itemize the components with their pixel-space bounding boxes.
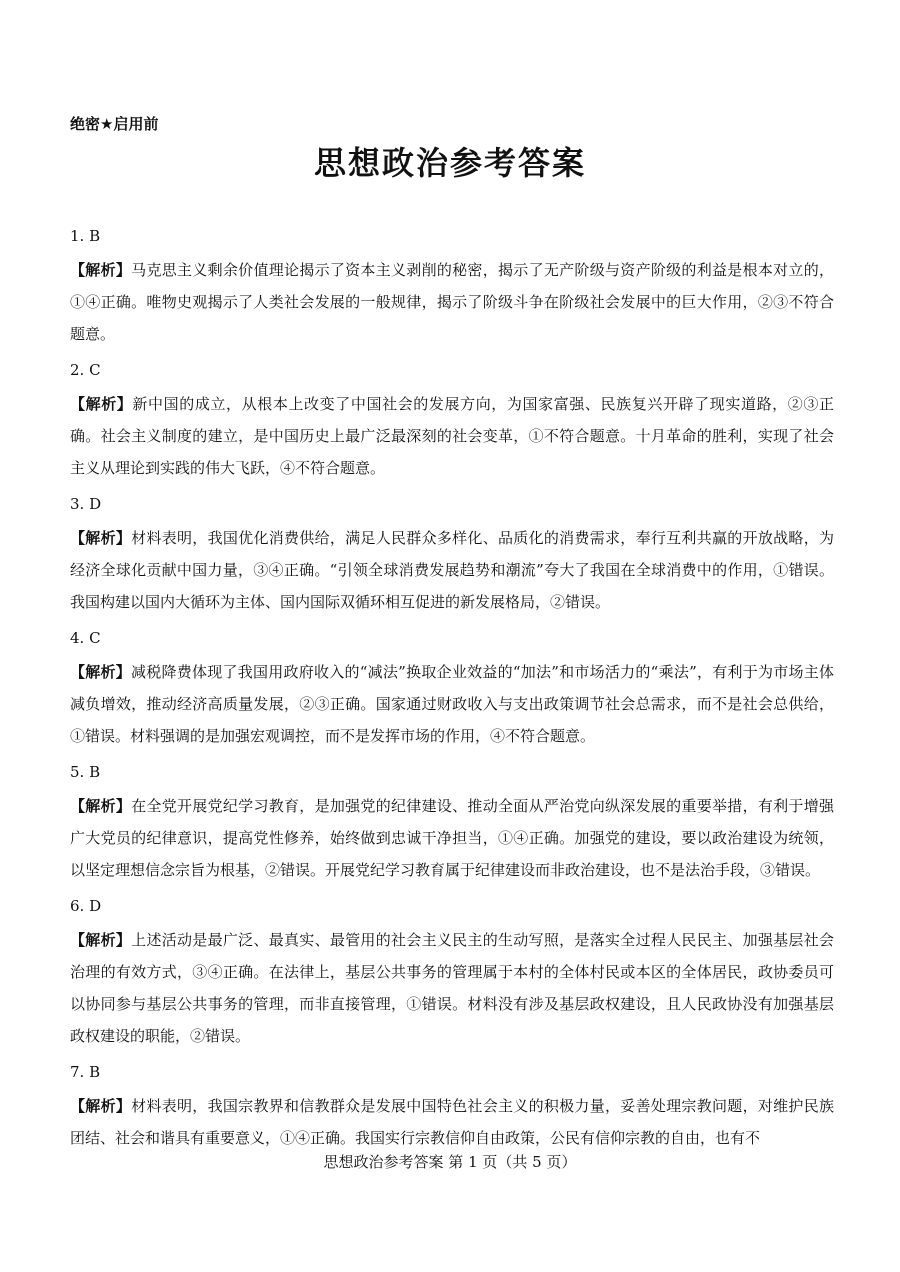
explanation-label: 【解析】 <box>70 931 132 949</box>
explanation-text: 减税降费体现了我国用政府收入的“减法”换取企业效益的“加法”和市场活力的“乘法”，有利于为市场主体减负增效，推动经济高质量发展，②③正确。国家通过财政收入与支出政策调节社会总需求，而不是社会总供给，①错误。材料强调的是加强宏观调控，而不是发挥市场的作用，④不符合题意。 <box>70 663 834 745</box>
answer-number: 2. C <box>70 361 101 379</box>
explanation <box>70 388 834 484</box>
explanation <box>70 1090 834 1154</box>
explanation <box>70 924 834 1052</box>
answer-number: 5. B <box>70 763 101 781</box>
question-item <box>70 758 834 886</box>
answer-number: 3. D <box>70 495 102 513</box>
explanation-label: 【解析】 <box>70 529 132 547</box>
explanation-label: 【解析】 <box>70 261 132 279</box>
question-item <box>70 1058 834 1154</box>
explanation-text: 在全党开展党纪学习教育，是加强党的纪律建设、推动全面从严治党向纵深发展的重要举措，有利于增强广大党员的纪律意识，提高党性修养，始终做到忠诚干净担当，①④正确。加强党的建设，要以政治建设为统领，以坚定理想信念宗旨为根基，②错误。开展党纪学习教育属于纪律建设而非政治建设，也不是法治手段，③错误。 <box>70 797 834 879</box>
question-item <box>70 892 834 1052</box>
question-item <box>70 624 834 752</box>
explanation-text: 新中国的成立，从根本上改变了中国社会的发展方向，为国家富强、民族复兴开辟了现实道路，②③正确。社会主义制度的建立，是中国历史上最广泛最深刻的社会变革，①不符合题意。十月革命的胜利，实现了社会主义从理论到实践的伟大飞跃，④不符合题意。 <box>70 395 834 477</box>
page-footer: 思想政治参考答案 第 1 页（共 5 页） <box>323 1153 577 1171</box>
answer-number: 1. B <box>70 227 101 245</box>
explanation-label: 【解析】 <box>70 797 132 815</box>
explanation <box>70 656 834 752</box>
explanation-text: 材料表明，我国宗教界和信教群众是发展中国特色社会主义的积极力量，妥善处理宗教问题，对维护民族团结、社会和谐具有重要意义，①④正确。我国实行宗教信仰自由政策，公民有信仰宗教的自由，也有不 <box>70 1097 834 1147</box>
explanation <box>70 790 834 886</box>
explanation-text: 上述活动是最广泛、最真实、最管用的社会主义民主的生动写照，是落实全过程人民民主、加强基层社会治理的有效方式，③④正确。在法律上，基层公共事务的管理属于本村的全体村民或本区的全体居民，政协委员可以协同参与基层公共事务的管理，而非直接管理，①错误。材料没有涉及基层政权建设，且人民政协没有加强基层政权建设的职能，②错误。 <box>70 931 834 1045</box>
explanation-text: 马克思主义剩余价值理论揭示了资本主义剥削的秘密，揭示了无产阶级与资产阶级的利益是根本对立的，①④正确。唯物史观揭示了人类社会发展的一般规律，揭示了阶级斗争在阶级社会发展中的巨大作用，②③不符合题意。 <box>70 261 834 343</box>
explanation-label: 【解析】 <box>70 1097 132 1115</box>
explanation <box>70 254 834 350</box>
answer-number: 6. D <box>70 897 102 915</box>
answer-number: 4. C <box>70 629 101 647</box>
explanation-label: 【解析】 <box>70 663 131 681</box>
question-item <box>70 222 834 350</box>
explanation <box>70 522 834 618</box>
explanation-text: 材料表明，我国优化消费供给，满足人民群众多样化、品质化的消费需求，奉行互利共赢的开放战略，为经济全球化贡献中国力量，③④正确。“引领全球消费发展趋势和潮流”夸大了我国在全球消费中的作用，①错误。我国构建以国内大循环为主体、国内国际双循环相互促进的新发展格局，②错误。 <box>70 529 834 611</box>
answer-number: 7. B <box>70 1063 101 1081</box>
confidential-label: 绝密★启用前 <box>70 115 159 133</box>
answer-list <box>70 222 834 1160</box>
question-item <box>70 356 834 484</box>
page-title: 思想政治参考答案 <box>313 144 586 182</box>
explanation-label: 【解析】 <box>70 395 133 413</box>
question-item <box>70 490 834 618</box>
